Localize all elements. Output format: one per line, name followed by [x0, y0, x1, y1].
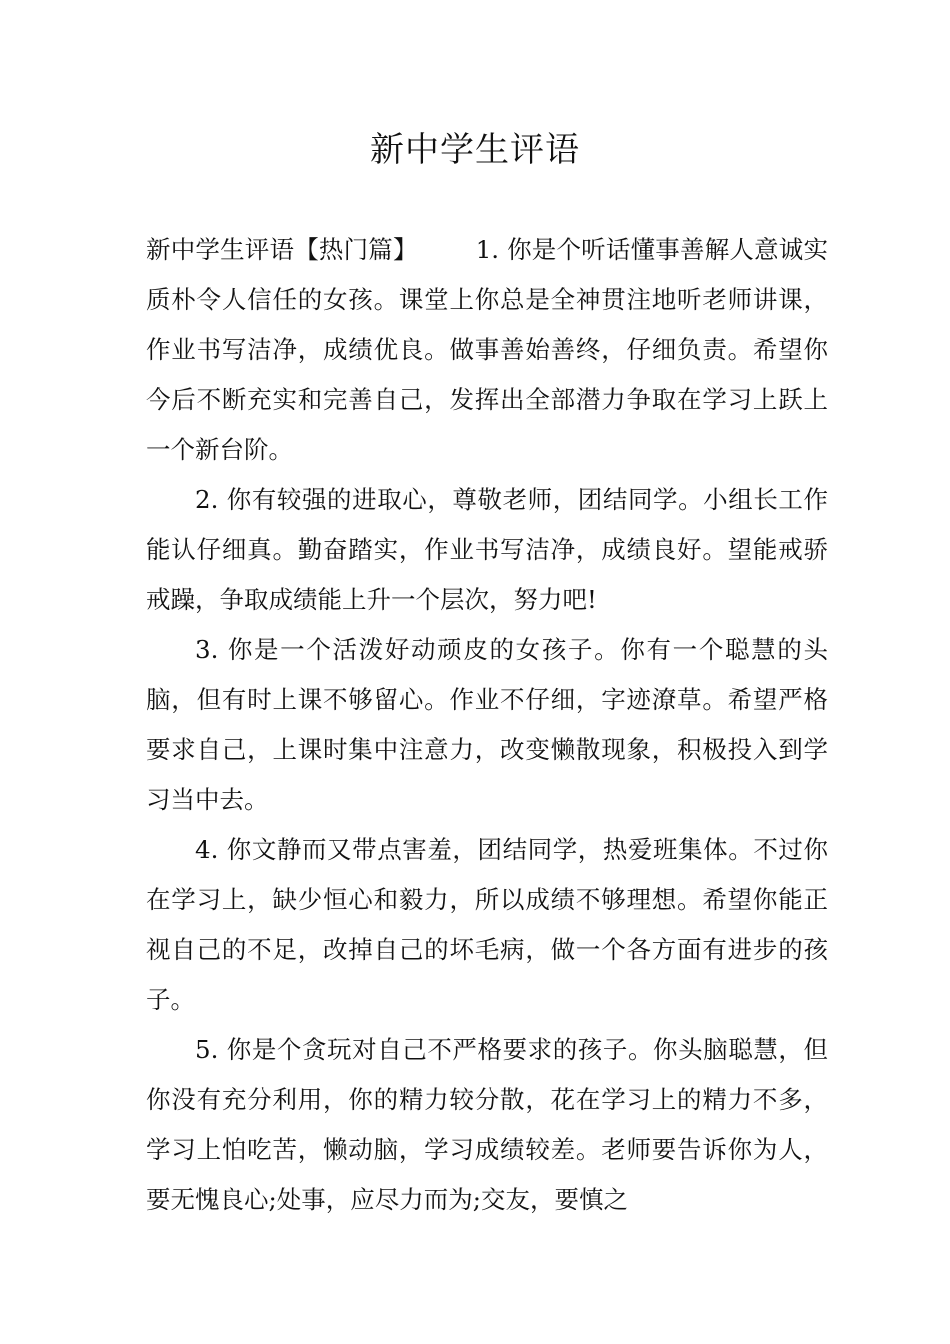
paragraph-3: 3. 你是一个活泼好动顽皮的女孩子。你有一个聪慧的头脑，但有时上课不够留心。作业不仔细，字迹潦草。希望严格要求自己，上课时集中注意力，改变懒散现象，积极投入到学习当中去。 — [146, 635, 828, 814]
first-paragraph — [146, 225, 828, 475]
paragraph-2: 2. 你有较强的进取心，尊敬老师，团结同学。小组长工作能认仔细真。勤奋踏实，作业书写洁净，成绩良好。望能戒骄戒躁，争取成绩能上升一个层次，努力吧! — [146, 485, 828, 614]
paragraph-1-text: 1. 你是个听话懂事善解人意诚实质朴令人信任的女孩。课堂上你总是全神贯注地听老师讲课，作业书写洁净，成绩优良。做事善始善终，仔细负责。希望你今后不断充实和完善自己，发挥出全部潜力争取在学习上跃上一个新台阶。 — [146, 235, 828, 464]
paragraph-4: 4. 你文静而又带点害羞，团结同学，热爱班集体。不过你在学习上，缺少恒心和毅力，所以成绩不够理想。希望你能正视自己的不足，改掉自己的坏毛病，做一个各方面有进步的孩子。 — [146, 835, 828, 1014]
intro-heading: 新中学生评语【热门篇】 — [146, 235, 418, 264]
document-title: 新中学生评语 — [370, 130, 580, 170]
document-body — [146, 225, 828, 1225]
paragraph-5: 5. 你是个贪玩对自己不严格要求的孩子。你头脑聪慧，但你没有充分利用，你的精力较分散，花在学习上的精力不多，学习上怕吃苦，懒动脑，学习成绩较差。老师要告诉你为人，要无愧良心;处事，应尽力而为;交友，要慎之 — [146, 1035, 828, 1214]
